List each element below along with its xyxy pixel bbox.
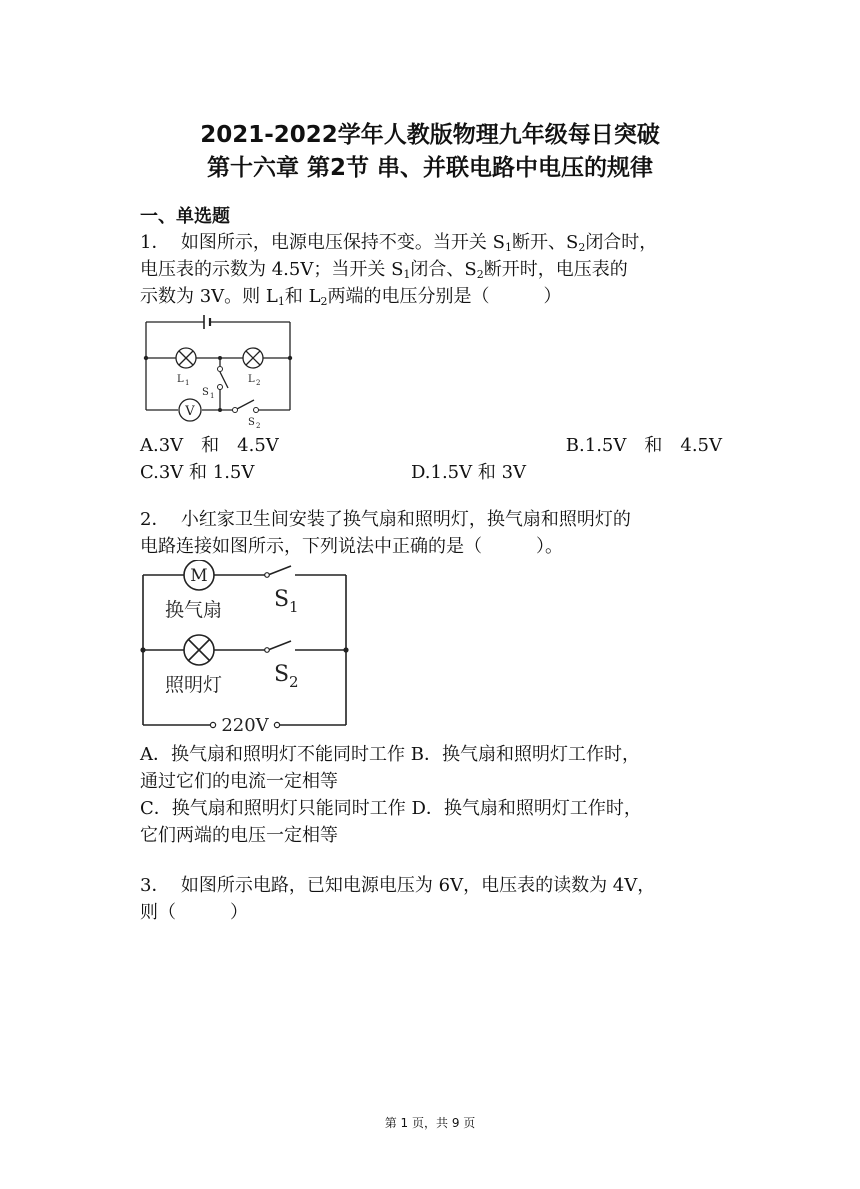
q1-text: 闭合时， <box>585 232 658 253</box>
q3-text: 如图所示电路，已知电源电压为 6V，电压表的读数为 4V， <box>180 875 656 896</box>
q2-circuit-diagram <box>138 560 352 736</box>
q1-option-a: A.3V 和 4.5V <box>140 435 279 456</box>
q2-options-line2: 通过它们的电流一定相等 <box>140 771 338 792</box>
label-l2: L <box>248 374 255 385</box>
svg-text:M: M <box>190 566 208 586</box>
q3-line1 <box>140 873 655 899</box>
q2-line1 <box>140 507 631 533</box>
q1-number: 1． <box>140 232 170 253</box>
label-s1: S <box>202 387 209 398</box>
svg-text:V: V <box>185 404 195 419</box>
q1-line1 <box>140 230 657 256</box>
label-s2: S <box>274 662 290 687</box>
label-voltage: 220V <box>221 715 269 736</box>
label-s1-sub: 1 <box>210 392 215 400</box>
section-heading: 一、单选题 <box>140 206 230 227</box>
q1-text: 和 L <box>284 286 321 307</box>
q1-line2 <box>140 257 628 283</box>
sub: 2 <box>476 268 484 281</box>
label-s1: S <box>274 587 290 612</box>
q1-option-d: D.1.5V 和 3V <box>411 462 527 483</box>
q1-text: 断开时，电压表的 <box>483 259 628 280</box>
label-s1-sub: 1 <box>289 598 299 616</box>
q2-line2: 电路连接如图所示，下列说法中正确的是（ ）。 <box>140 536 563 557</box>
q2-number: 2． <box>140 509 170 530</box>
label-fan: 换气扇 <box>165 599 223 621</box>
q1-option-b: B.1.5V 和 4.5V <box>565 435 722 456</box>
q3-number: 3． <box>140 875 170 896</box>
sub: 1 <box>277 295 285 308</box>
label-s2-sub: 2 <box>289 673 299 691</box>
q2-options-line1: A．换气扇和照明灯不能同时工作 B．换气扇和照明灯工作时， <box>140 744 640 765</box>
q1-line3 <box>140 284 562 310</box>
q3-line2: 则（ ） <box>140 902 248 923</box>
lamp-l2-icon <box>243 348 263 368</box>
q1-text: 电压表的示数为 4.5V；当开关 S <box>140 259 404 280</box>
q1-option-c: C.3V 和 1.5V <box>140 462 255 483</box>
label-s2: S <box>248 417 255 428</box>
q2-options-line4: 它们两端的电压一定相等 <box>140 825 338 846</box>
sub: 2 <box>320 295 328 308</box>
q1-text: 如图所示，电源电压保持不变。当开关 S <box>180 232 505 253</box>
label-l2-sub: 2 <box>256 379 261 387</box>
q2-options-line3: C．换气扇和照明灯只能同时工作 D．换气扇和照明灯工作时， <box>140 798 642 819</box>
q1-circuit-diagram <box>140 314 300 430</box>
q1-text: 两端的电压分别是（ ） <box>327 286 562 307</box>
q2-text: 小红家卫生间安装了换气扇和照明灯，换气扇和照明灯的 <box>180 509 631 530</box>
page-title-line2: 第十六章 第2节 串、并联电路中电压的规律 <box>206 155 654 181</box>
sub: 1 <box>403 268 411 281</box>
label-lamp: 照明灯 <box>165 674 223 696</box>
page-title-line1: 2021-2022学年人教版物理九年级每日突破 <box>200 122 660 148</box>
q1-text: 断开、S <box>511 232 579 253</box>
sub: 1 <box>504 241 512 254</box>
q1-text: 示数为 3V。则 L <box>140 286 278 307</box>
voltmeter-icon <box>179 399 201 421</box>
q1-text: 闭合、S <box>410 259 477 280</box>
page-footer: 第 1 页，共 9 页 <box>384 1116 476 1130</box>
lamp-icon <box>184 635 214 665</box>
label-l1-sub: 1 <box>185 379 190 387</box>
label-l1: L <box>177 374 184 385</box>
sub: 2 <box>578 241 586 254</box>
label-s2-sub: 2 <box>256 422 261 430</box>
motor-icon <box>184 560 214 590</box>
lamp-l1-icon <box>176 348 196 368</box>
